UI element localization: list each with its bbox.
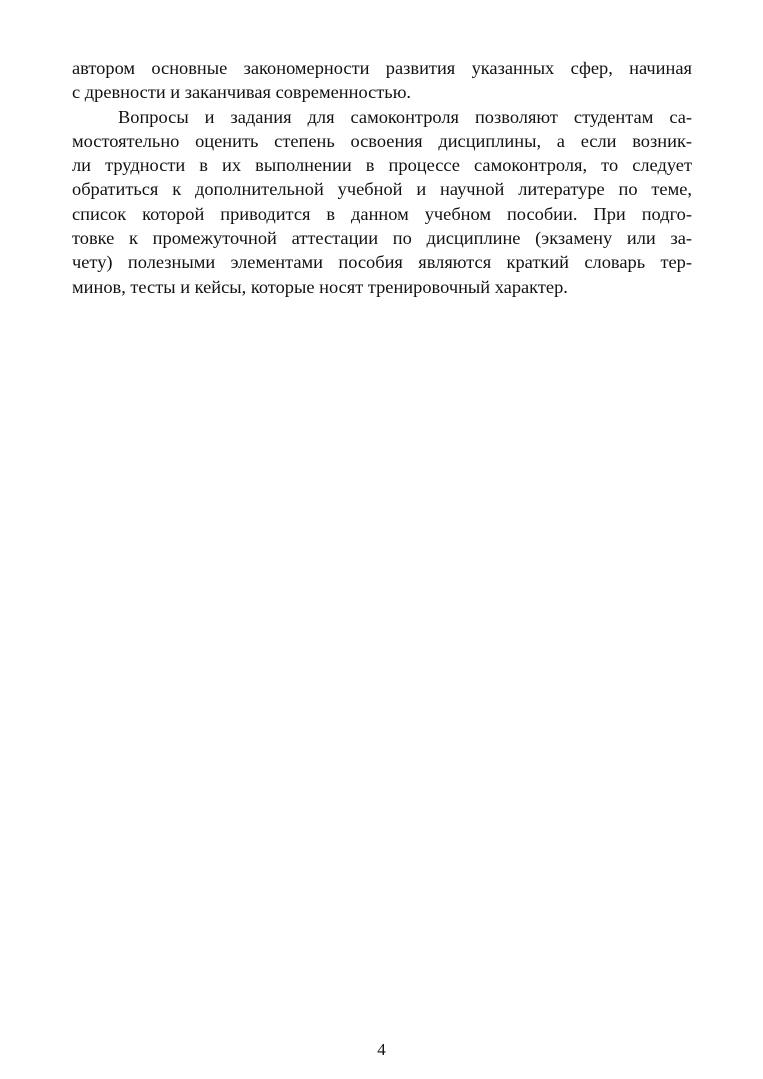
body-text	[72, 56, 692, 299]
text-line: список которой приводится в данном учебном пособии. При подго-	[72, 203, 692, 224]
text-line: ли трудности в их выполнении в процессе самоконтроля, то следует	[72, 155, 692, 176]
text-line: обратиться к дополнительной учебной и научной литературе по теме,	[72, 179, 692, 200]
paragraph-2	[72, 105, 692, 299]
text-line: мостоятельно оценить степень освоения дисциплины, а если возник-	[72, 130, 692, 151]
text-line: Вопросы и задания для самоконтроля позволяют студентам са-	[118, 106, 692, 127]
text-line: с древности и заканчивая современностью.	[72, 82, 412, 103]
text-line: автором основные закономерности развития указанных сфер, начиная	[72, 58, 692, 78]
page-number: 4	[377, 1040, 386, 1059]
text-line: чету) полезными элементами пособия являются краткий словарь тер-	[72, 252, 692, 273]
paragraph-1	[72, 56, 692, 105]
text-line: товке к промежуточной аттестации по дисциплине (экзамену или за-	[72, 228, 692, 249]
text-line: минов, тесты и кейсы, которые носят тренировочный характер.	[72, 276, 568, 297]
